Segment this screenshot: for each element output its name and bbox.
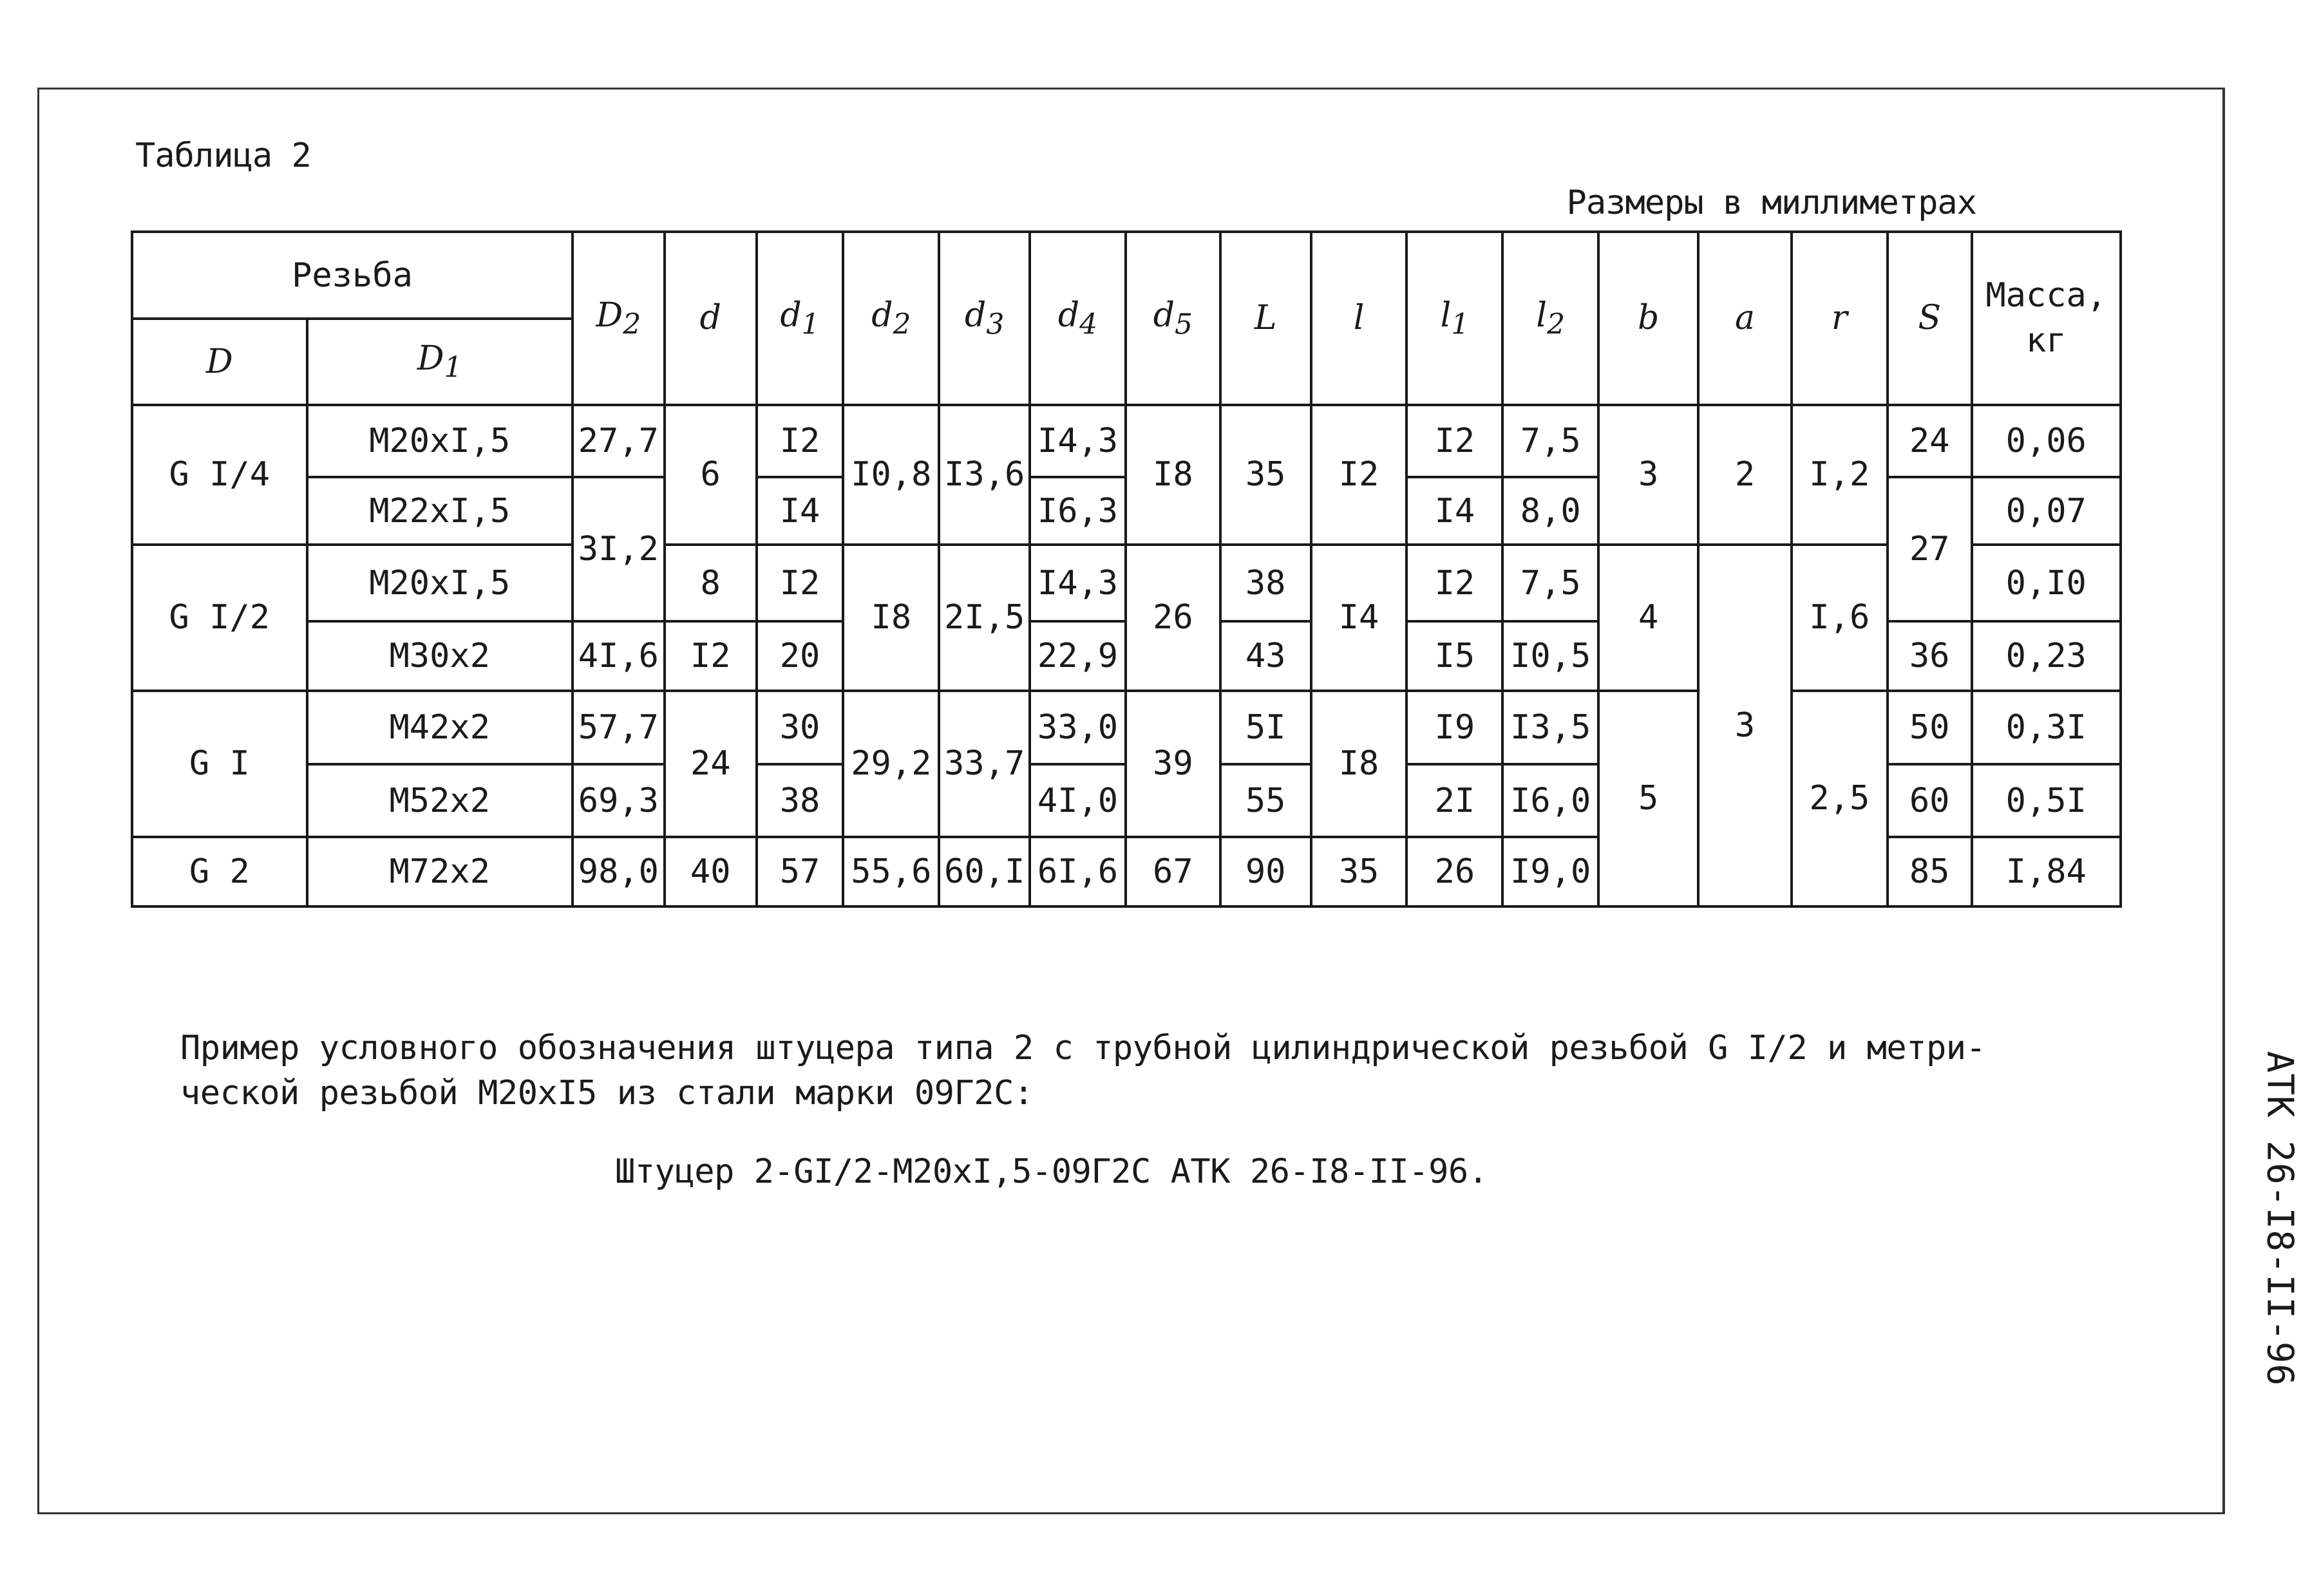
cell-d4: 6I,6: [1030, 837, 1126, 906]
cell-L: 35: [1220, 405, 1311, 545]
cell-d4: 4I,0: [1030, 764, 1126, 837]
designation-example: Штуцер 2-GI/2-M20xI,5-09Г2С АТК 26-I8-II-96.: [615, 1152, 1488, 1191]
document-code: АТК 26-I8-II-96: [2258, 1051, 2301, 1387]
cell-D1: M22xI,5: [307, 477, 573, 545]
cell-d4: 22,9: [1030, 621, 1126, 691]
example-text-line1: Пример условного обозначения штуцера типа 2 с трубной цилиндрической резьбой G I/2 и метри-: [180, 1029, 1986, 1067]
cell-D1: M42x2: [307, 691, 573, 765]
cell-mass: 0,3I: [1972, 691, 2121, 765]
cell-l: I2: [1311, 405, 1407, 545]
cell-r: I,2: [1792, 405, 1888, 545]
cell-l: 35: [1311, 837, 1407, 906]
cell-mass: I,84: [1972, 837, 2121, 906]
col-D-header: D: [132, 319, 307, 404]
cell-d2: I8: [843, 545, 939, 691]
cell-d: 24: [665, 691, 757, 838]
thread-g14: G I/4: [132, 405, 307, 545]
cell-D1: M72x2: [307, 837, 573, 906]
cell-L: 38: [1220, 545, 1311, 621]
cell-l: I4: [1311, 545, 1407, 691]
thread-g2: G 2: [132, 837, 307, 906]
cell-L: 5I: [1220, 691, 1311, 765]
cell-mass: 0,5I: [1972, 764, 2121, 837]
cell-l2: I6,0: [1502, 764, 1598, 837]
table-row: [132, 691, 2121, 765]
col-l1-header: $l_1$: [1406, 232, 1502, 405]
cell-d3: 33,7: [939, 691, 1030, 838]
cell-d5: I8: [1126, 405, 1220, 545]
cell-D1: M52x2: [307, 764, 573, 837]
cell-b: 4: [1598, 545, 1698, 691]
cell-d1: 30: [757, 691, 844, 765]
cell-d: 8: [665, 545, 757, 621]
col-d1-header: $d_1$: [757, 232, 844, 405]
cell-l1: I9: [1406, 691, 1502, 765]
cell-S: 27: [1888, 477, 1972, 621]
cell-l2: I9,0: [1502, 837, 1598, 906]
cell-d1: 38: [757, 764, 844, 837]
cell-l1: I2: [1406, 545, 1502, 621]
cell-d: 6: [665, 405, 757, 545]
cell-mass: 0,06: [1972, 405, 2121, 478]
col-d4-header: $d_4$: [1030, 232, 1126, 405]
cell-l2: I0,5: [1502, 621, 1598, 691]
col-mass-header: Масса, кг: [1972, 232, 2121, 405]
cell-d3: 60,I: [939, 837, 1030, 906]
cell-S: 50: [1888, 691, 1972, 765]
cell-d3: I3,6: [939, 405, 1030, 545]
table-row: [132, 405, 2121, 478]
dimensions-table: [131, 230, 2122, 908]
cell-d2: I0,8: [843, 405, 939, 545]
cell-D1: M20xI,5: [307, 545, 573, 621]
col-d3-header: $d_3$: [939, 232, 1030, 405]
cell-mass: 0,07: [1972, 477, 2121, 545]
units-note: Размеры в миллиметрах: [1566, 183, 1976, 222]
cell-r: 2,5: [1792, 691, 1888, 906]
col-L-header: L: [1220, 232, 1311, 405]
cell-L: 43: [1220, 621, 1311, 691]
cell-d5: 39: [1126, 691, 1220, 838]
cell-D1: M30x2: [307, 621, 573, 691]
cell-r: I,6: [1792, 545, 1888, 691]
cell-l2: 7,5: [1502, 545, 1598, 621]
cell-S: 36: [1888, 621, 1972, 691]
thread-g12: G I/2: [132, 545, 307, 691]
col-D2-header: $D_2$: [573, 232, 665, 405]
col-b-header: b: [1598, 232, 1698, 405]
cell-b: 5: [1598, 691, 1698, 906]
cell-S: 60: [1888, 764, 1972, 837]
cell-D2: 57,7: [573, 691, 665, 765]
cell-l1: 2I: [1406, 764, 1502, 837]
thread-g1: G I: [132, 691, 307, 838]
cell-D2: 27,7: [573, 405, 665, 478]
col-a-header: a: [1698, 232, 1792, 405]
cell-d3: 2I,5: [939, 545, 1030, 691]
cell-l2: I3,5: [1502, 691, 1598, 765]
col-d5-header: $d_5$: [1126, 232, 1220, 405]
cell-D2: 4I,6: [573, 621, 665, 691]
cell-d1: 20: [757, 621, 844, 691]
table-title: Таблица 2: [135, 136, 311, 175]
col-S-header: S: [1888, 232, 1972, 405]
thread-header: Резьба: [132, 232, 573, 319]
col-r-header: r: [1792, 232, 1888, 405]
cell-S: 85: [1888, 837, 1972, 906]
col-l2-header: $l_2$: [1502, 232, 1598, 405]
cell-d1: I2: [757, 545, 844, 621]
cell-L: 55: [1220, 764, 1311, 837]
col-l-header: l: [1311, 232, 1407, 405]
cell-a: 3: [1698, 545, 1792, 906]
cell-b: 3: [1598, 405, 1698, 545]
cell-d4: I4,3: [1030, 405, 1126, 478]
cell-D1: M20xI,5: [307, 405, 573, 478]
cell-d: 40: [665, 837, 757, 906]
cell-l1: I4: [1406, 477, 1502, 545]
cell-D2: 98,0: [573, 837, 665, 906]
cell-d1: I4: [757, 477, 844, 545]
cell-l1: I2: [1406, 405, 1502, 478]
cell-S: 24: [1888, 405, 1972, 478]
cell-l1: I5: [1406, 621, 1502, 691]
cell-L: 90: [1220, 837, 1311, 906]
cell-D2: 69,3: [573, 764, 665, 837]
cell-d: I2: [665, 621, 757, 691]
cell-l2: 8,0: [1502, 477, 1598, 545]
cell-d2: 29,2: [843, 691, 939, 838]
cell-l1: 26: [1406, 837, 1502, 906]
cell-l: I8: [1311, 691, 1407, 838]
cell-a: 2: [1698, 405, 1792, 545]
col-d2-header: $d_2$: [843, 232, 939, 405]
cell-d1: 57: [757, 837, 844, 906]
cell-D2: 3I,2: [573, 477, 665, 621]
cell-d4: I6,3: [1030, 477, 1126, 545]
col-D1-header: $D_1$: [307, 319, 573, 404]
cell-mass: 0,I0: [1972, 545, 2121, 621]
cell-d2: 55,6: [843, 837, 939, 906]
cell-d4: 33,0: [1030, 691, 1126, 765]
example-text-line2: ческой резьбой M20xI5 из стали марки 09Г2С:: [180, 1074, 1034, 1113]
cell-d4: I4,3: [1030, 545, 1126, 621]
table-row: [132, 545, 2121, 621]
cell-d1: I2: [757, 405, 844, 478]
cell-l2: 7,5: [1502, 405, 1598, 478]
cell-d5: 67: [1126, 837, 1220, 906]
cell-mass: 0,23: [1972, 621, 2121, 691]
col-d-header: d: [665, 232, 757, 405]
cell-d5: 26: [1126, 545, 1220, 691]
